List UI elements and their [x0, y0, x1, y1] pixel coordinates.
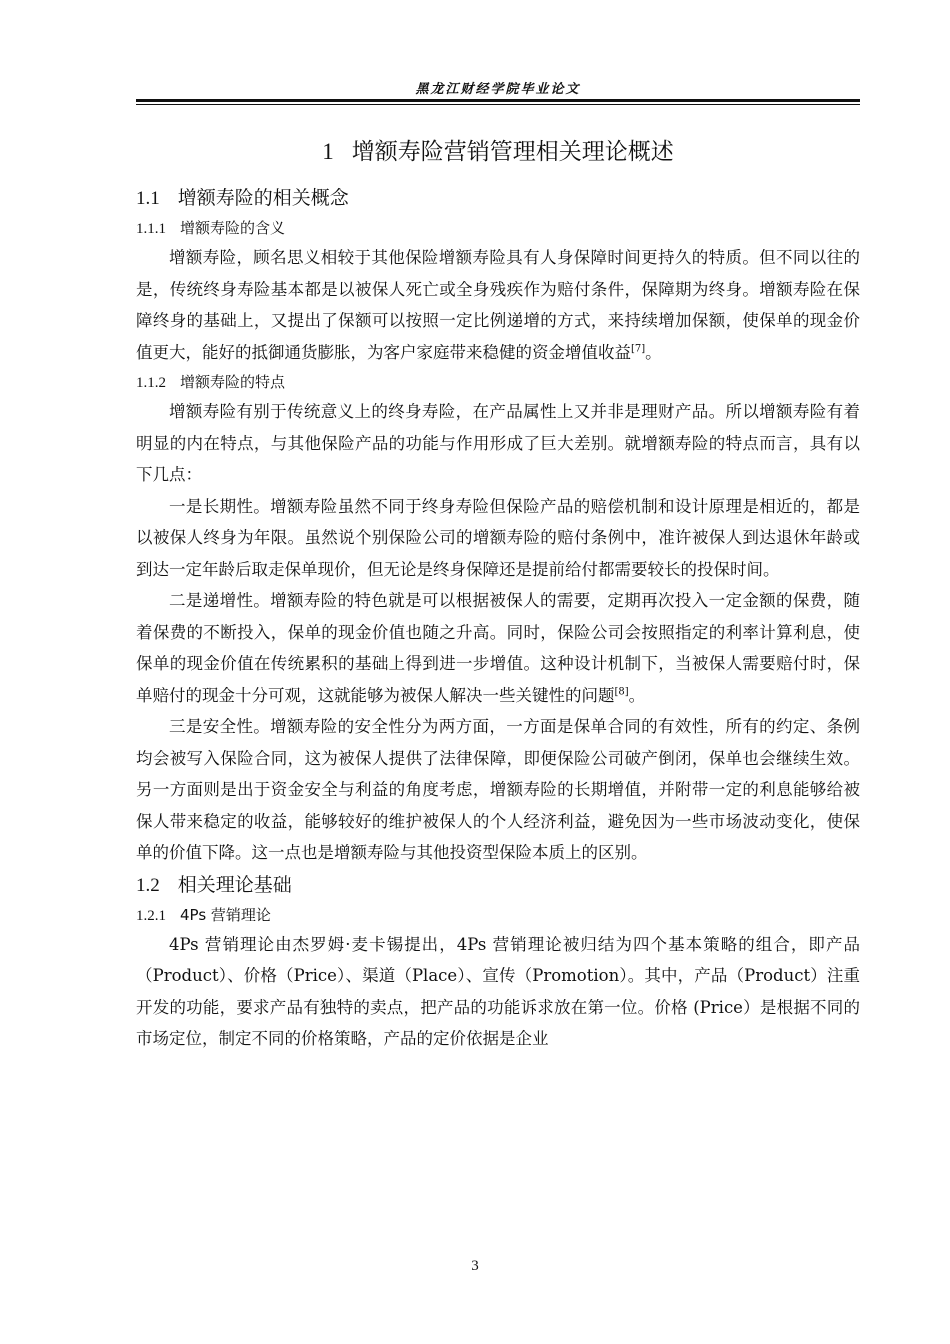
section-heading-1-1	[136, 182, 860, 214]
subsection-number: 1.1.1	[136, 221, 166, 237]
section-title: 相关理论基础	[177, 873, 292, 896]
paragraph-features-intro: 增额寿险有别于传统意义上的终身寿险，在产品属性上又并非是理财产品。所以增额寿险有着明显的内在特点，与其他保险产品的功能与作用形成了巨大差别。就增额寿险的特点而言，具有以下几点：	[136, 402, 860, 484]
header-rule-thick	[136, 99, 860, 102]
section-title: 增额寿险的相关概念	[177, 187, 349, 209]
paragraph-safety: 三是安全性。增额寿险的安全性分为两方面，一方面是保单合同的有效性，所有的约定、条例均会被写入保险合同，这为被保人提供了法律保障，即便保险公司破产倒闭，保单也会继续生效。另一方面则是出于资金安全与利益的角度考虑，增额寿险的长期增值，并附带一定的利息能够给被保人带来稳定的收益，能够较好的维护被保人的个人经济利益，避免因为一些市场波动变化，使保单的价值下降。这一点也是增额寿险与其他投资型保险本质上的区别。	[136, 717, 860, 862]
paragraph-long-term: 一是长期性。增额寿险虽然不同于终身寿险但保险产品的赔偿机制和设计原理是相近的，都是以被保人终身为年限。虽然说个别保险公司的增额寿险的赔付条例中，准许被保人到达退休年龄或到达一定年龄后取走保单现价，但无论是终身保障还是提前给付都需要较长的投保时间。	[136, 496, 860, 579]
subsection-title: 增额寿险的含义	[180, 219, 286, 237]
paragraph-increasing	[136, 585, 860, 711]
chapter-title: 增额寿险营销管理相关理论概述	[351, 139, 674, 165]
citation-ref: [8]	[614, 686, 629, 697]
subsection-title: 增额寿险的特点	[180, 373, 286, 391]
paragraph-definition	[136, 242, 860, 368]
subsection-title: 4Ps 营销理论	[180, 905, 271, 924]
paragraph-text: 增额寿险，顾名思义相较于其他保险增额寿险具有人身保障时间更持久的特质。但不同以往的是，传统终身寿险基本都是以被保人死亡或全身残疾作为赔付条件，保障期为终身。增额寿险在保障终身的基础上，又提出了保额可以按照一定比例递增的方式，来持续增加保额，使保单的现金价值更大，能好的抵御通货膨胀，为客户家庭带来稳健的资金增值收益	[136, 248, 860, 362]
running-header: 黑龙江财经学院毕业论文	[415, 82, 581, 97]
chapter-heading	[136, 132, 860, 176]
subsection-heading-1-1-1	[136, 214, 860, 242]
page-number: 3	[471, 1258, 479, 1274]
header-rule-thin	[136, 104, 860, 105]
subsection-number: 1.1.2	[136, 375, 166, 391]
subsection-number: 1.2.1	[136, 907, 166, 924]
section-number: 1.2	[136, 874, 160, 896]
chapter-number: 1	[322, 139, 334, 164]
paragraph-text: 二是递增性。增额寿险的特色就是可以根据被保人的需要，定期再次投入一定金额的保费，随着保费的不断投入，保单的现金价值也随之升高。同时，保险公司会按照指定的利率计算利息，使保单的现金价值在传统累积的基础上得到进一步增值。这种设计机制下，当被保人需要赔付时，保单赔付的现金十分可观，这就能够为被保人解决一些关键性的问题	[136, 591, 860, 705]
subsection-heading-1-1-2	[136, 368, 860, 396]
paragraph-4ps: 4Ps 营销理论由杰罗姆·麦卡锡提出，4Ps 营销理论被归结为四个基本策略的组合，即产品（Product）、价格（Price）、渠道（Place）、宣传（Promotion）。其中，产品（Product）注重开发的功能，要求产品有独特的卖点，把产品的功能诉求放在第一位。价格 (Price）是根据不同的市场定位，制定不同的价格策略，产品的定价依据是企业	[136, 934, 860, 1048]
section-heading-1-2	[136, 869, 860, 901]
citation-ref: [7]	[631, 343, 646, 354]
section-number: 1.1	[136, 188, 160, 209]
subsection-heading-1-2-1	[136, 901, 860, 929]
paragraph-end: 。	[628, 685, 646, 705]
paragraph-end: 。	[645, 342, 662, 362]
page-body	[136, 132, 860, 1055]
